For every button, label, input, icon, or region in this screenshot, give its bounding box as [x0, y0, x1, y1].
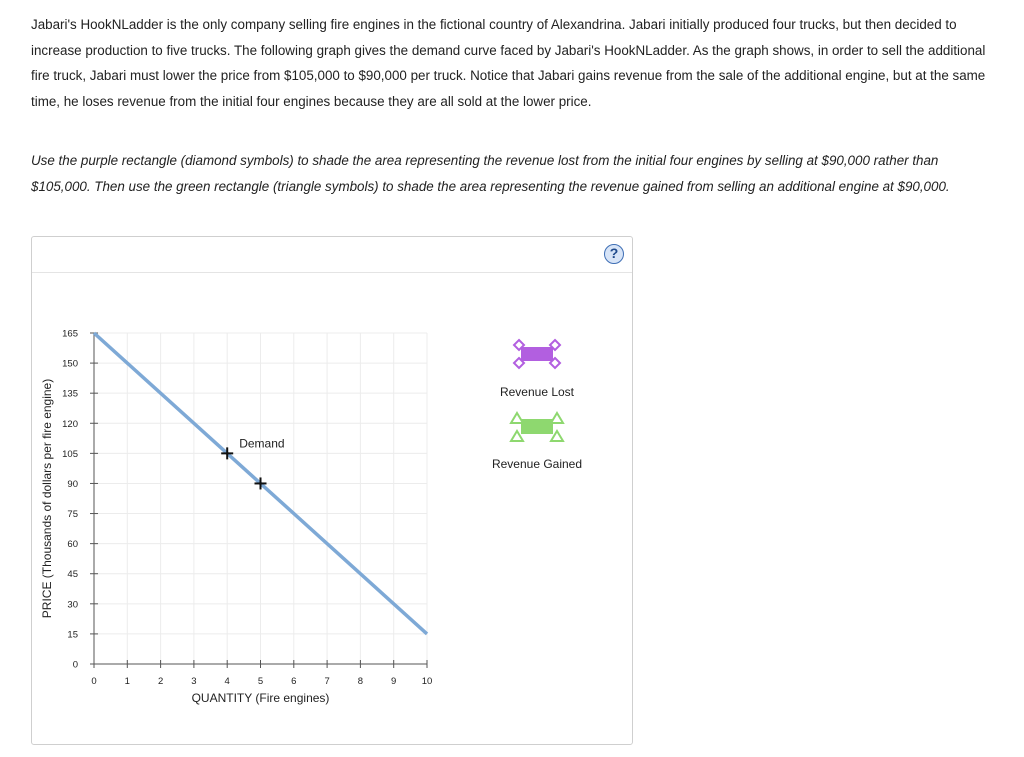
- chart-tick-labels: [62, 329, 432, 688]
- y-tick-label: 30: [67, 599, 78, 611]
- x-tick-label: 6: [291, 676, 297, 687]
- x-tick-label: 1: [124, 676, 130, 687]
- x-tick-label: 7: [324, 676, 330, 687]
- x-tick-label: 4: [224, 676, 230, 687]
- y-tick-label: 15: [67, 629, 78, 641]
- demand-chart: [32, 237, 634, 746]
- revenue-gained-label: Revenue Gained: [491, 457, 583, 471]
- y-tick-label: 150: [62, 358, 78, 370]
- x-tick-label: 3: [191, 676, 197, 687]
- y-axis-title: PRICE (Thousands of dollars per fire engine): [40, 378, 54, 619]
- y-tick-label: 60: [67, 539, 78, 551]
- revenue-lost-swatch[interactable]: [521, 347, 553, 361]
- x-tick-label: 0: [91, 676, 97, 687]
- y-tick-label: 120: [62, 418, 78, 430]
- graph-panel: [31, 236, 633, 745]
- x-tick-label: 2: [157, 676, 164, 687]
- y-tick-label: 0: [72, 659, 78, 671]
- y-tick-label: 45: [67, 569, 78, 581]
- y-tick-label: 90: [67, 478, 78, 490]
- revenue-gained-swatch[interactable]: [521, 419, 553, 434]
- revenue-lost-label: Revenue Lost: [499, 385, 575, 399]
- x-axis-title: QUANTITY (Fire engines): [191, 691, 330, 705]
- chart-axes: [90, 333, 427, 668]
- chart-grid: [94, 333, 427, 664]
- help-icon[interactable]: ?: [604, 244, 624, 264]
- revenue-lost-tool[interactable]: [514, 340, 560, 368]
- y-tick-label: 135: [62, 388, 78, 400]
- triangle-handle-icon: [511, 413, 523, 423]
- instructions-paragraph: Use the purple rectangle (diamond symbols) to shade the area representing the revenue lost from the initial four engines by selling at $90,000 rather than $105,000. Then use the green rectangle (triangle symbols) to shade the area representing the revenue gained from selling an additional engine at $90,000.: [31, 153, 950, 194]
- x-tick-label: 10: [421, 676, 433, 687]
- y-tick-label: 165: [62, 328, 78, 340]
- x-tick-label: 5: [257, 676, 264, 687]
- demand-curve-label: Demand: [239, 436, 285, 451]
- x-tick-label: 8: [357, 676, 364, 687]
- triangle-handle-icon: [551, 413, 563, 423]
- revenue-gained-tool[interactable]: [511, 413, 563, 441]
- x-tick-label: 9: [391, 676, 397, 687]
- intro-paragraph: Jabari's HookNLadder is the only company selling fire engines in the fictional country of Alexandrina. Jabari initially produced four trucks, but then decided to increase production to five trucks. The following graph gives the demand curve faced by Jabari's HookNLadder. As the graph shows, in order to sell the additional fire truck, Jabari must lower the price from $105,000 to $90,000 per truck. Notice that Jabari gains revenue from the sale of the additional engine, but at the same time, he loses revenue from the initial four engines because they are all sold at the lower price.: [31, 17, 986, 109]
- y-tick-label: 105: [62, 448, 78, 460]
- y-tick-label: 75: [67, 509, 78, 521]
